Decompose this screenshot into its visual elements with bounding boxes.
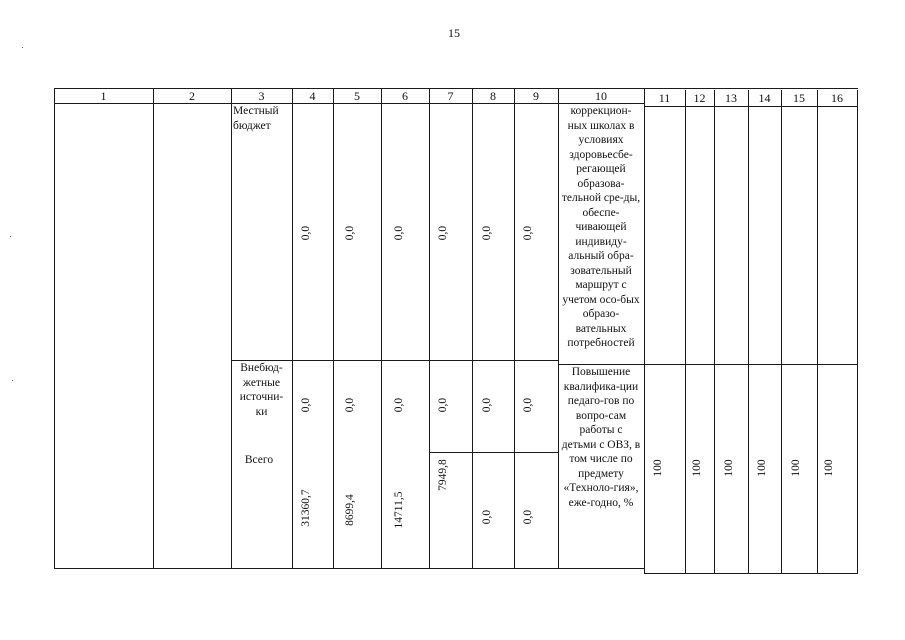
col-header-14: 14 xyxy=(758,91,771,105)
col-header-10: 10 xyxy=(595,89,607,103)
col-header-15: 15 xyxy=(793,91,805,105)
col-header-7: 7 xyxy=(447,89,454,103)
total-value-col8: 0,0 xyxy=(481,509,493,525)
col-header-3: 3 xyxy=(258,89,265,103)
total-value-col6: 14711,5 xyxy=(393,491,405,529)
col-header-9: 9 xyxy=(533,89,539,103)
indicator-prev-text: коррекцион-ных школах в условиях здоровьесбе-регающей образова-тельной сре-ды, обеспе-чивающей индивиду-альный обра-зовательный маршрут с учетом осо-бых образо-вательных потребностей xyxy=(561,105,641,349)
extra-value-col4: 0,0 xyxy=(300,397,312,413)
extra-value-col8: 0,0 xyxy=(481,397,493,413)
col-header-13: 13 xyxy=(725,91,737,105)
local-value-col7: 0,0 xyxy=(437,225,449,241)
extra-value-col6: 0,0 xyxy=(393,397,405,413)
total-value-col7: 7949,8 xyxy=(437,459,449,491)
col-header-11: 11 xyxy=(658,91,671,105)
target-value-col12: 100 xyxy=(691,459,703,477)
source-extrabudgetary: Внебюд-жетные источни-ки xyxy=(239,362,284,418)
local-value-col8: 0,0 xyxy=(481,225,493,241)
target-value-col14: 100 xyxy=(756,459,768,477)
local-value-col9: 0,0 xyxy=(522,225,534,241)
target-value-col13: 100 xyxy=(723,459,735,477)
scan-speck xyxy=(12,380,13,381)
page-number: 15 xyxy=(448,26,460,40)
col-header-16: 16 xyxy=(831,91,843,105)
col-header-6: 6 xyxy=(402,89,408,103)
col-header-8: 8 xyxy=(490,89,496,103)
target-value-col16: 100 xyxy=(823,459,835,477)
col-header-2: 2 xyxy=(189,89,195,103)
col-header-4: 4 xyxy=(309,89,316,103)
extra-value-col7: 0,0 xyxy=(437,397,449,413)
total-value-col5: 8699,4 xyxy=(344,494,356,526)
scan-speck xyxy=(10,236,11,237)
local-value-col6: 0,0 xyxy=(393,225,405,241)
local-value-col5: 0,0 xyxy=(344,225,356,241)
col-header-1: 1 xyxy=(100,89,107,103)
scan-speck xyxy=(22,47,23,48)
col-header-5: 5 xyxy=(354,89,360,103)
source-local-budget: Местный бюджет xyxy=(233,105,279,132)
total-value-col9: 0,0 xyxy=(522,509,534,525)
target-value-col15: 100 xyxy=(790,459,802,477)
col-header-12: 12 xyxy=(693,91,706,105)
extra-value-col5: 0,0 xyxy=(344,397,356,413)
target-value-col11: 100 xyxy=(652,459,664,477)
indicator-current-text: Повышение квалифика-ции педаго-гов по вопро-сам работы с детьми с ОВЗ, в том числе по предмету «Техноло-гия», еже-годно, % xyxy=(561,366,641,509)
local-value-col4: 0,0 xyxy=(300,225,312,241)
total-value-col4: 31360,7 xyxy=(300,489,312,527)
source-total: Всего xyxy=(244,454,274,466)
extra-value-col9: 0,0 xyxy=(522,397,534,413)
